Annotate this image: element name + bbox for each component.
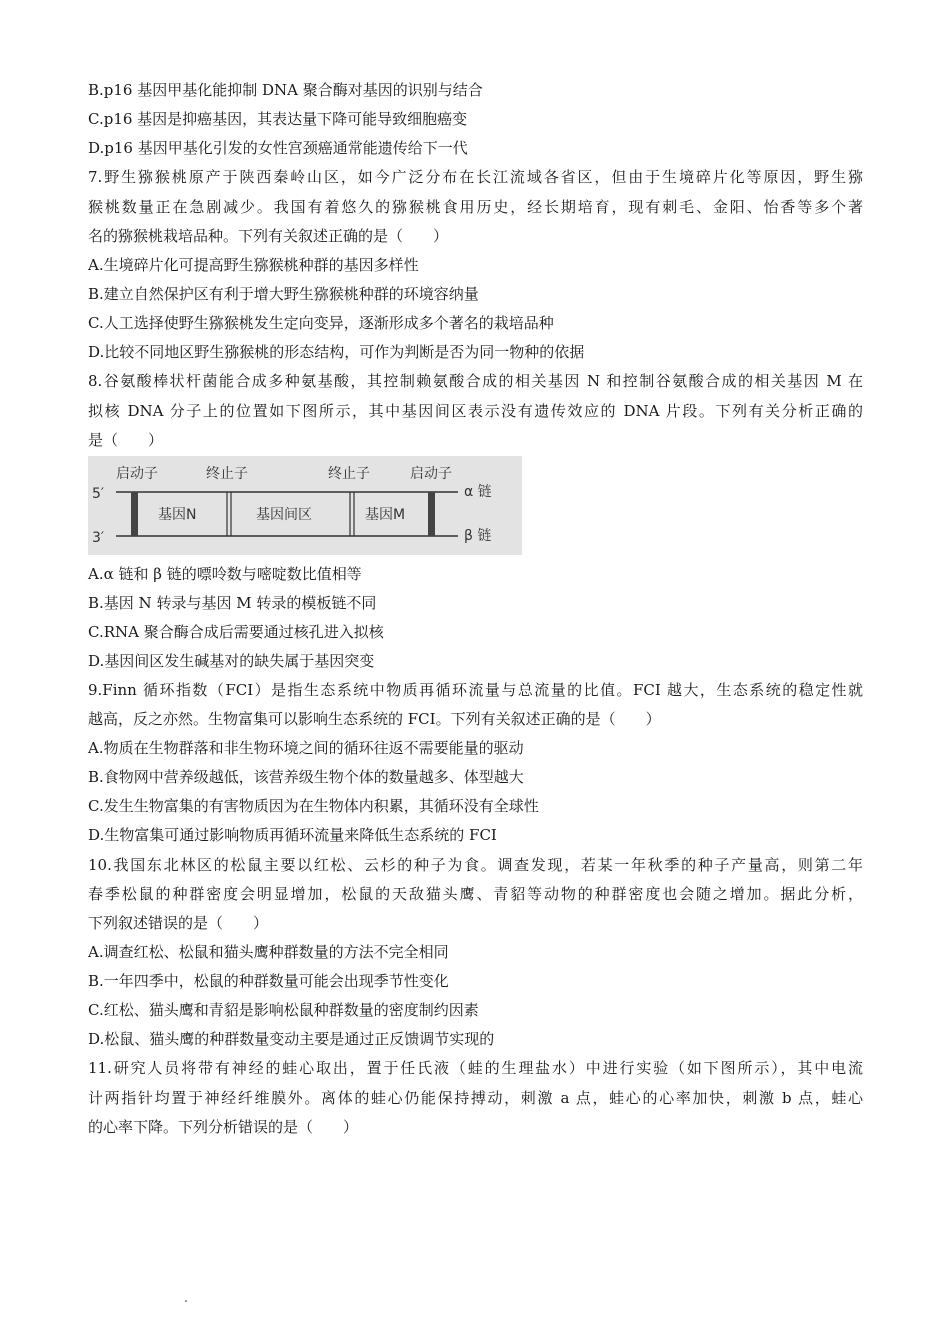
page-mark (185, 1300, 187, 1302)
promoter-right-label: 启动子 (410, 466, 452, 482)
text-line: B.建立自然保护区有利于增大野生猕猴桃种群的环境容纳量 (88, 285, 479, 303)
text-line: D.p16 基因甲基化引发的女性宫颈癌通常能遗传给下一代 (88, 139, 468, 157)
five-prime-label: 5′ (92, 486, 105, 502)
text-line: D.比较不同地区野生猕猴桃的形态结构，可作为判断是否为同一物种的依据 (88, 343, 585, 361)
text-line: B.一年四季中，松鼠的种群数量可能会出现季节性变化 (88, 972, 449, 990)
text-line: A.α 链和 β 链的嘌呤数与嘧啶数比值相等 (88, 565, 362, 583)
text-line: B.p16 基因甲基化能抑制 DNA 聚合酶对基因的识别与结合 (88, 81, 483, 99)
text-line: C.红松、猫头鹰和青貂是影响松鼠种群数量的密度制约因素 (88, 1001, 479, 1019)
text-line: D.松鼠、猫头鹰的种群数量变动主要是通过正反馈调节实现的 (88, 1030, 495, 1048)
three-prime-label: 3′ (92, 530, 105, 546)
text-line: C.p16 基因是抑癌基因，其表达量下降可能导致细胞癌变 (88, 110, 468, 128)
text-line: C.RNA 聚合酶合成后需要通过核孔进入拟核 (88, 623, 384, 641)
intergenic-label: 基因间区 (256, 507, 312, 523)
terminator-left-label: 终止子 (206, 466, 248, 482)
text-line: 7.野生猕猴桃原产于陕西秦岭山区，如今广泛分布在长江流域各省区，但由于生境碎片化等原因，野生猕 (88, 168, 863, 186)
text-line: 11.研究人员将带有神经的蛙心取出，置于任氏液（蛙的生理盐水）中进行实验（如下图所示），其中电流 (88, 1059, 863, 1077)
text-line: 越高，反之亦然。生物富集可以影响生态系统的 FCI。下列有关叙述正确的是（ ） (88, 710, 661, 728)
alpha-chain-label: α 链 (464, 484, 492, 500)
terminator-right-label: 终止子 (328, 466, 370, 482)
text-line: A.调查红松、松鼠和猫头鹰种群数量的方法不完全相同 (88, 943, 449, 961)
dna-gene-diagram (88, 456, 522, 555)
text-line: 10.我国东北林区的松鼠主要以红松、云杉的种子为食。调查发现，若某一年秋季的种子产量高，则第二年 (88, 856, 863, 874)
promoter-left-label: 启动子 (116, 466, 158, 482)
text-line: D.基因间区发生碱基对的缺失属于基因突变 (88, 652, 375, 670)
text-line: 是（ ） (88, 431, 164, 449)
text-line: A.生境碎片化可提高野生猕猴桃种群的基因多样性 (88, 256, 419, 274)
text-line: 的心率下降。下列分析错误的是（ ） (88, 1118, 359, 1136)
gene-n-label: 基因N (158, 507, 197, 523)
text-line: 下列叙述错误的是（ ） (88, 914, 269, 932)
beta-chain-label: β 链 (464, 528, 492, 544)
text-line: B.食物网中营养级越低，该营养级生物个体的数量越多、体型越大 (88, 768, 524, 786)
text-line: C.人工选择使野生猕猴桃发生定向变异，逐渐形成多个著名的栽培品种 (88, 314, 554, 332)
text-line: 8.谷氨酸棒状杆菌能合成多种氨基酸，其控制赖氨酸合成的相关基因 N 和控制谷氨酸合成的相关基因 M 在 (88, 372, 863, 390)
text-line: 9.Finn 循环指数（FCI）是指生态系统中物质再循环流量与总流量的比值。FCI 越大，生态系统的稳定性就 (88, 681, 863, 699)
text-line: D.生物富集可通过影响物质再循环流量来降低生态系统的 FCI (88, 826, 497, 844)
text-line: 春季松鼠的种群密度会明显增加，松鼠的天敌猫头鹰、青貂等动物的种群密度也会随之增加。据此分析， (88, 885, 863, 903)
text-line: C.发生生物富集的有害物质因为在生物体内积累，其循环没有全球性 (88, 797, 539, 815)
text-line: B.基因 N 转录与基因 M 转录的模板链不同 (88, 594, 377, 612)
text-line: 猴桃数量正在急剧减少。我国有着悠久的猕猴桃食用历史，经长期培育，现有刺毛、金阳、怡香等多个著 (88, 198, 863, 216)
text-line: 拟核 DNA 分子上的位置如下图所示，其中基因间区表示没有遗传效应的 DNA 片段。下列有关分析正确的 (88, 402, 863, 420)
text-line: A.物质在生物群落和非生物环境之间的循环往返不需要能量的驱动 (88, 739, 524, 757)
text-line: 名的猕猴桃栽培品种。下列有关叙述正确的是（ ） (88, 227, 449, 245)
text-line: 计两指针均置于神经纤维膜外。离体的蛙心仍能保持搏动，刺激 a 点，蛙心的心率加快，刺激 b 点，蛙心 (88, 1089, 863, 1107)
gene-m-label: 基因M (365, 507, 406, 523)
